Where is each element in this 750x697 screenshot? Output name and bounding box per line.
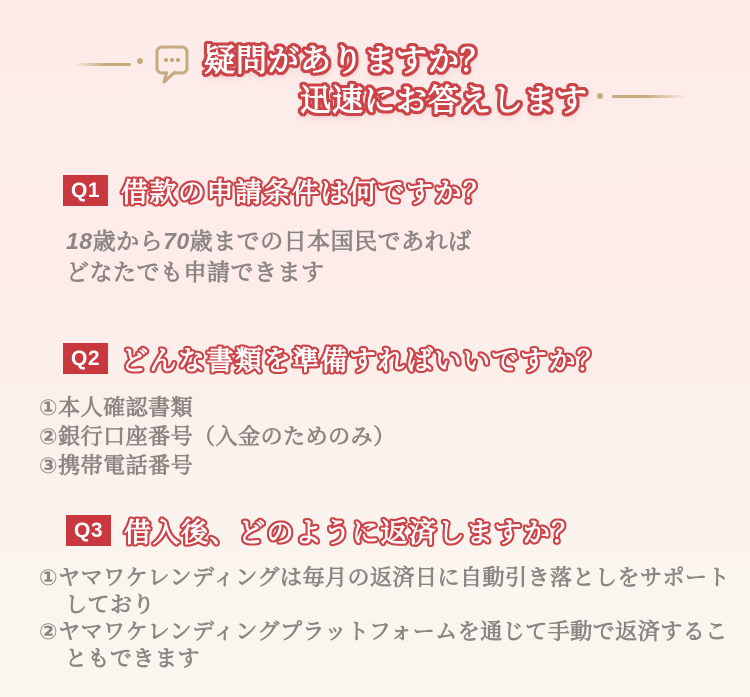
decor-dot-right bbox=[597, 93, 603, 99]
q3-answer-line: ①ヤマワケレンディングは毎月の返済日に自動引き落としをサポート bbox=[39, 565, 730, 590]
decor-dot-left bbox=[137, 58, 143, 64]
faq-item-q1 bbox=[63, 171, 492, 210]
q1-answer-line: どなたでも申請できます bbox=[66, 259, 325, 285]
q3-answer-line: しており bbox=[65, 592, 156, 617]
decor-line-left bbox=[74, 63, 131, 66]
section-title bbox=[204, 42, 588, 119]
q3-badge: Q3 bbox=[66, 515, 111, 546]
q3-answer bbox=[39, 564, 730, 672]
q2-answer-line: ②銀行口座番号（入金のためのみ） bbox=[39, 424, 396, 449]
q1-badge: Q1 bbox=[63, 175, 108, 206]
section-title-line2: 迅速にお答えします bbox=[300, 83, 588, 118]
faq-item-q3 bbox=[66, 511, 580, 550]
q2-answer bbox=[39, 393, 396, 480]
q2-answer-line: ①本人確認書類 bbox=[39, 395, 194, 420]
q1-answer-line: 18歳から70歳までの日本国民であれば bbox=[66, 228, 472, 254]
faq-item-q2 bbox=[63, 339, 606, 378]
q3-answer-line: ともできます bbox=[65, 646, 201, 671]
q2-badge: Q2 bbox=[63, 343, 108, 374]
q2-answer-line: ③携帯電話番号 bbox=[39, 453, 194, 478]
decor-line-right bbox=[612, 95, 687, 98]
q1-answer bbox=[66, 226, 472, 288]
q3-answer-line: ②ヤマワケレンディングプラットフォームを通じて手動で返済するこ bbox=[39, 619, 728, 644]
section-title-line1: 疑問がありますか？ bbox=[204, 43, 492, 78]
q3-question: 借入後、どのように返済しますか？ bbox=[124, 518, 580, 548]
q1-question: 借款の申請条件は何ですか？ bbox=[121, 178, 492, 208]
q2-question: どんな書類を準備すればいいですか？ bbox=[121, 346, 606, 376]
speech-bubble-icon bbox=[154, 44, 190, 86]
